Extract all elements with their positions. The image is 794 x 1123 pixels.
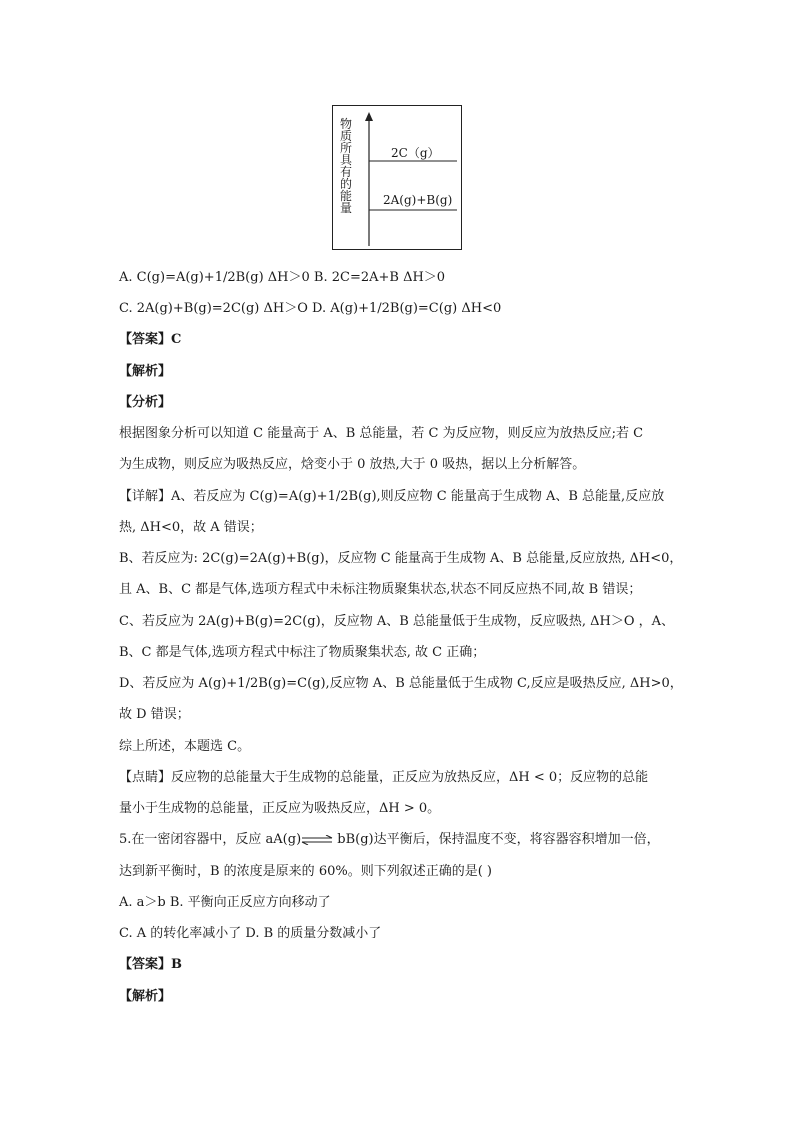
q5-stem-line-2: 达到新平衡时，B 的浓度是原来的 60%。则下列叙述正确的是( ) xyxy=(119,864,492,879)
q5-stem-part-2: bB(g)达平衡后，保持温度不变，将容器容积增加一倍， xyxy=(333,832,660,847)
q4-detail-line-5: C、若反应为 2A(g)+B(g)=2C(g)，反应物 A、B 总能量低于生成物，反应吸热, ΔH＞O ，A、 xyxy=(119,614,675,629)
reversible-arrow-icon xyxy=(301,835,333,845)
q4-detail-line-4: 且 A、B、C 都是气体,选项方程式中未标注物质聚集状态,状态不同反应热不同,故 B 错误； xyxy=(119,582,642,597)
lower-level-label: 2A(g)+B(g) xyxy=(383,193,453,207)
q4-options-line-1: A. C(g)=A(g)+1/2B(g) ΔH＞0 B. 2C=2A+B ΔH＞0 xyxy=(119,270,446,285)
q5-options-line-2: C. A 的转化率减小了 D. B 的质量分数减小了 xyxy=(119,926,382,941)
upper-level-label: 2C（g） xyxy=(391,146,440,160)
q4-detail-line-3: B、若反应为: 2C(g)=2A(g)+B(g)，反应物 C 能量高于生成物 A、B 总能量,反应放热, ΔH<0， xyxy=(119,551,683,566)
q4-analysis-line-1: 根据图象分析可以知道 C 能量高于 A、B 总能量，若 C 为反应物，则反应为放热反应;若 C xyxy=(119,426,644,441)
q5-stem-line-1 xyxy=(119,832,660,848)
q4-detail-line-9: 综上所述，本题选 C。 xyxy=(119,739,251,754)
q4-answer: 【答案】C xyxy=(119,332,182,347)
q4-dianjing-line-1: 【点睛】反应物的总能量大于生成物的总能量，正反应为放热反应，ΔH < 0；反应物的总能 xyxy=(119,770,649,785)
q4-jiexi-heading: 【解析】 xyxy=(119,364,172,379)
q4-detail-line-8: 故 D 错误； xyxy=(119,707,190,722)
q4-detail-line-6: B、C 都是气体,选项方程式中标注了物质聚集状态, 故 C 正确； xyxy=(119,645,486,660)
q4-options-line-2: C. 2A(g)+B(g)=2C(g) ΔH＞O D. A(g)+1/2B(g)=C(g) ΔH<0 xyxy=(119,301,502,316)
q4-analysis-line-2: 为生成物，则反应为吸热反应，焓变小于 0 放热,大于 0 吸热，据以上分析解答。 xyxy=(119,457,586,472)
energy-level-diagram xyxy=(332,105,462,250)
q4-detail-line-1: 【详解】A、若反应为 C(g)=A(g)+1/2B(g),则反应物 C 能量高于生成物 A、B 总能量,反应放 xyxy=(119,489,665,504)
q4-detail-line-2: 热, ΔH<0，故 A 错误； xyxy=(119,520,263,535)
q4-detail-line-7: D、若反应为 A(g)+1/2B(g)=C(g),反应物 A、B 总能量低于生成物 C,反应是吸热反应, ΔH>0， xyxy=(119,676,683,691)
y-axis-arrow xyxy=(365,112,373,121)
q5-answer: 【答案】B xyxy=(119,957,182,972)
y-axis-label: 物质所具有的能量 xyxy=(339,117,352,215)
q5-jiexi-heading: 【解析】 xyxy=(119,989,172,1004)
q5-stem-part-1: 5.在一密闭容器中，反应 aA(g) xyxy=(119,832,302,847)
q4-dianjing-line-2: 量小于生成物的总能量，正反应为吸热反应，ΔH > 0。 xyxy=(119,801,441,816)
q4-fenxi-heading: 【分析】 xyxy=(119,395,172,410)
q5-options-line-1: A. a＞b B. 平衡向正反应方向移动了 xyxy=(119,895,331,910)
